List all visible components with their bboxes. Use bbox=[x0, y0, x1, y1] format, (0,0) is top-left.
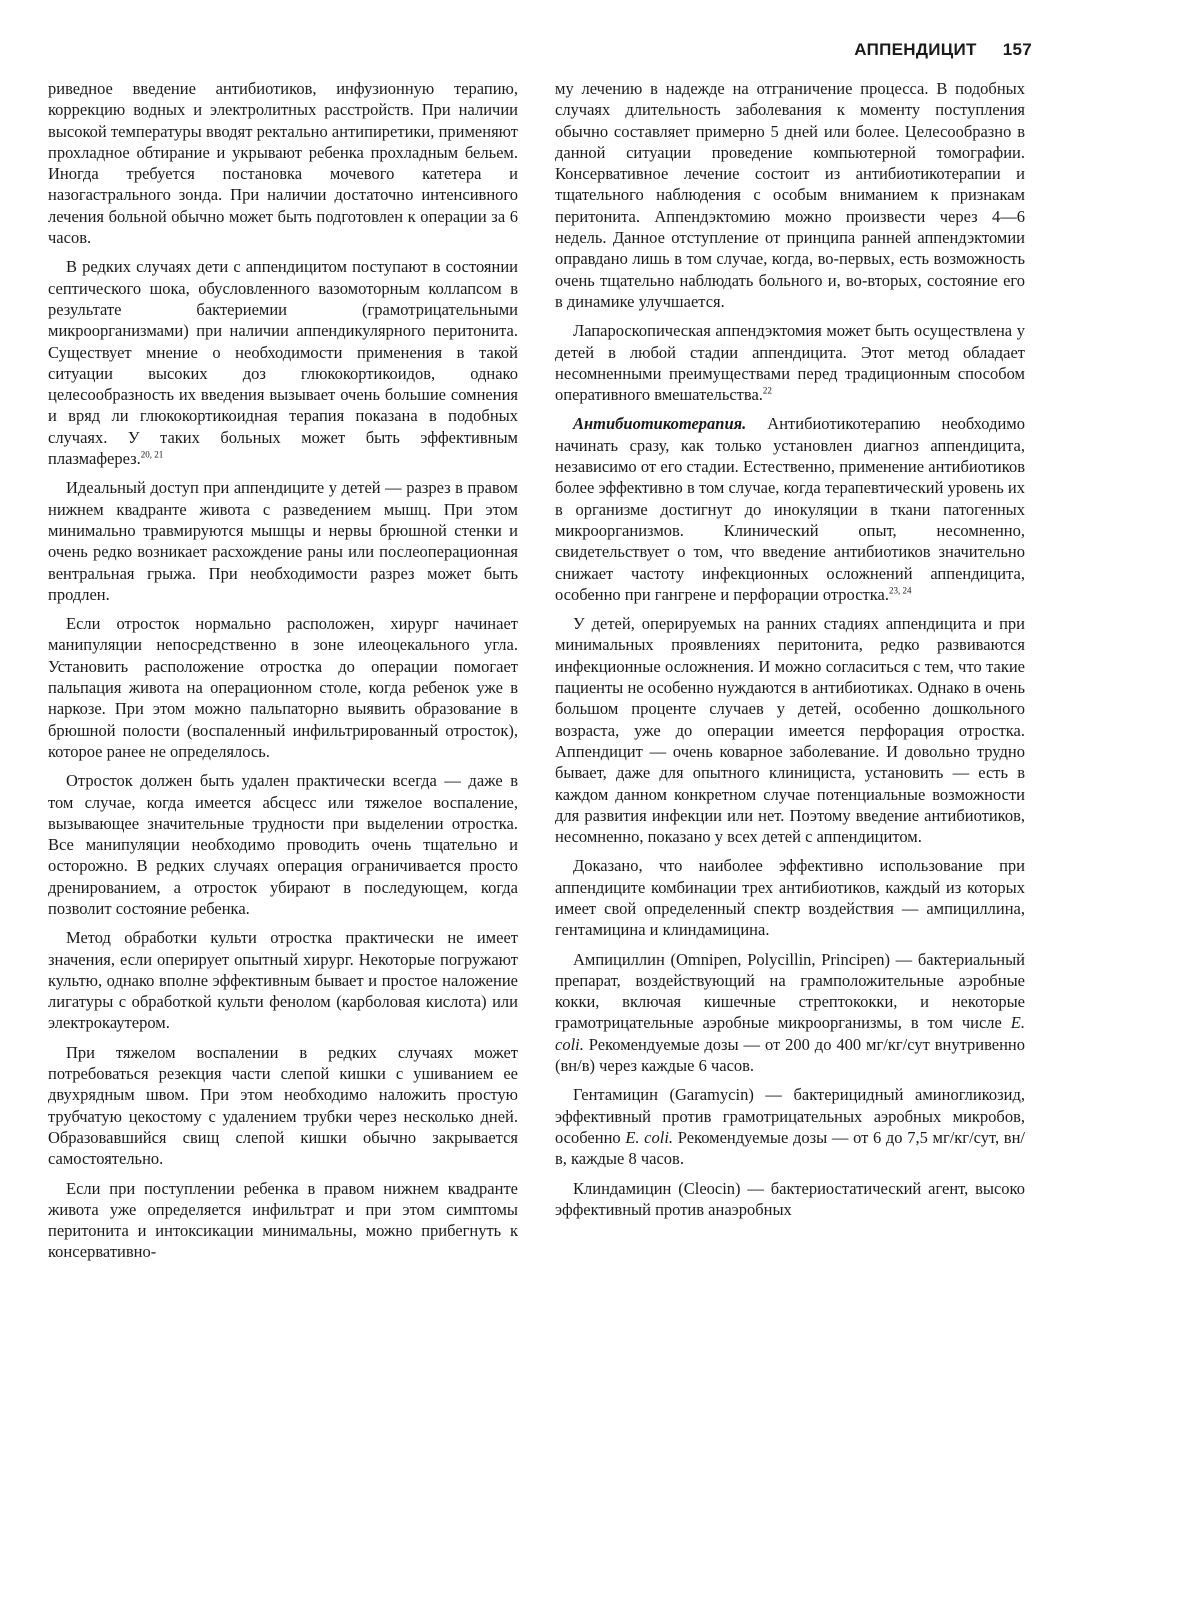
italic-term: E. coli. bbox=[625, 1127, 674, 1147]
paragraph-text: Антибиотикотерапию необходимо начинать сразу, как только установлен диагноз аппендицита, независимо от его стадии. Естественно, применение антибиотиков более эффективно в том случае, когда терапевтический уровень их в организме достигнут до инокуляции в ткани патогенных микроорганизмов. Клинический опыт, несомненно, свидетельствует о том, что введение антибиотиков значительно снижает частоту инфекционных осложнений аппендицита, особенно при гангрене и перфорации отростка. bbox=[555, 414, 1025, 604]
paragraph: Идеальный доступ при аппендиците у детей — разрез в правом нижнем квадранте живота с разведением мышц. При этом минимально травмируются мышцы и нервы брюшной стенки и очень редко возникает расхождение раны или послеоперационная вентральная грыжа. При необходимости разрез может быть продлен. bbox=[48, 478, 518, 604]
paragraph bbox=[555, 1084, 1025, 1169]
paragraph: Доказано, что наиболее эффективно использование при аппендиците комбинации трех антибиотиков, каждый из которых имеет свой определенный спектр воздействия — ампициллина, гентамицина и клиндамицина. bbox=[555, 856, 1025, 940]
paragraph-text: Гентамицин (Garamycin) — бактерицидный аминогликозид, эффективный против грамотрицательных аэробных микробов, особенно bbox=[555, 1085, 1025, 1147]
paragraph-text: В редких случаях дети с аппендицитом поступают в состоянии септического шока, обусловленного вазомоторным коллапсом в результате бактериемии (грамотрицательными микроорганизмами) при наличии аппендикулярного перитонита. Существует мнение о необходимости применения в такой ситуации высоких доз глюкокортикоидов, однако целесообразность их введения вызывает очень большие сомнения и вряд ли глюкокортикоидная терапия показана в подобных случаях. У таких больных может быть эффективным плазмаферез. bbox=[48, 257, 518, 469]
paragraph: Метод обработки культи отростка практически не имеет значения, если оперирует опытный хирург. Некоторые погружают культю, однако вполне эффективным бывает и простое наложение лигатуры с обработкой культи фенолом (карболовая кислота) или электрокаутером. bbox=[48, 928, 518, 1033]
paragraph bbox=[48, 256, 518, 469]
paragraph: Если при поступлении ребенка в правом нижнем квадранте живота уже определяется инфильтрат и при этом симптомы перитонита и интоксикации минимальны, можно прибегнуть к консервативно- bbox=[48, 1178, 518, 1262]
paragraph-text: Рекомендуемые дозы — от 200 до 400 мг/кг/сут внутривенно (вн/в) через каждые 6 часов. bbox=[555, 1034, 1025, 1076]
left-column bbox=[48, 78, 518, 1271]
paragraph: риведное введение антибиотиков, инфузионную терапию, коррекцию водных и электролитных расстройств. При наличии высокой температуры вводят ректально антипиретики, применяют прохладное обтирание и укрывают ребенка прохладным бельем. Иногда требуется постановка мочевого катетера и назогастрального зонда. При наличии достаточно интенсивного лечения больной обычно может быть подготовлен к операции за 6 часов. bbox=[48, 79, 518, 248]
paragraph: При тяжелом воспалении в редких случаях может потребоваться резекция части слепой кишки с ушиванием ее двухрядным швом. При этом необходимо наложить простую трубчатую цекостому с удалением трубки через несколько дней. Образовавшийся свищ слепой кишки обычно закрывается самостоятельно. bbox=[48, 1042, 518, 1169]
paragraph-text: Лапароскопическая аппендэктомия может быть осуществлена у детей в любой стадии аппендицита. Этот метод обладает несомненными преимуществами перед традиционным способом оперативного вмешательства. bbox=[555, 321, 1025, 405]
paragraph bbox=[555, 320, 1025, 405]
run-in-heading: Антибиотикотерапия. bbox=[573, 414, 747, 434]
reference-mark: 22 bbox=[762, 385, 772, 396]
paragraph: Отросток должен быть удален практически всегда — даже в том случае, когда имеется абсцесс или тяжелое воспаление, вызывающее значительные трудности при выделении отростка. Все манипуляции необходимо проводить очень тщательно и осторожно. В редких случаях операция ограничивается просто дренированием, а отросток убирают в последующем, когда позволит состояние ребенка. bbox=[48, 771, 518, 918]
italic-term: E. coli. bbox=[555, 1013, 1025, 1054]
paragraph: Если отросток нормально расположен, хирург начинает манипуляции непосредственно в зоне илеоцекального угла. Установить расположение отростка до операции помогает пальпация живота на операционном столе, когда ребенок уже в наркозе. При этом можно пальпаторно выявить образование в брюшной полости (воспаленный инфильтрированный отросток), которое ранее не определялось. bbox=[48, 614, 518, 761]
paragraph-text: Рекомендуемые дозы — от 6 до 7,5 мг/кг/сут, вн/в, каждые 8 часов. bbox=[555, 1127, 1025, 1169]
paragraph-text: Ампициллин (Omnipen, Polycillin, Principen) — бактериальный препарат, воздействующий на грамположительные аэробные кокки, включая кишечные стрептококки, и некоторые грамотрицательные аэробные микроорганизмы, в том числе bbox=[555, 949, 1025, 1033]
paragraph: му лечению в надежде на отграничение процесса. В подобных случаях длительность заболевания к моменту поступления обычно составляет примерно 5 дней или более. Целесообразно в данной ситуации проведение компьютерной томографии. Консервативное лечение состоит из антибиотикотерапии и тщательного наблюдения с особым вниманием к признакам перитонита. Аппендэктомию можно произвести через 4—6 недель. Данное отступление от принципа ранней аппендэктомии оправдано лишь в том случае, когда, во-первых, есть возможность очень тщательно наблюдать больного и, во-вторых, состояние его в динамике улучшается. bbox=[555, 79, 1025, 311]
paragraph bbox=[555, 413, 1025, 605]
reference-mark: 23, 24 bbox=[888, 585, 912, 596]
running-head bbox=[854, 40, 1032, 60]
right-column bbox=[555, 78, 1025, 1228]
page-number: 157 bbox=[1002, 40, 1032, 59]
paragraph: У детей, оперируемых на ранних стадиях аппендицита и при минимальных проявлениях перитонита, редко развиваются инфекционные осложнения. И можно согласиться с тем, что такие пациенты не особенно нуждаются в антибиотиках. Однако в очень большом проценте случаев у детей, особенно дошкольного возраста, уже до операции имеется перфорация отростка. Аппендицит — очень коварное заболевание. И довольно трудно бывает, даже для опытного клинициста, установить — есть в каждом данном конкретном случае потенциальные возможности для развития инфекции или нет. Поэтому введение антибиотиков, несомненно, показано у всех детей с аппендицитом. bbox=[555, 614, 1025, 847]
paragraph bbox=[555, 949, 1025, 1077]
section-title: АППЕНДИЦИТ bbox=[854, 40, 977, 59]
paragraph: Клиндамицин (Cleocin) — бактериостатический агент, высоко эффективный против анаэробных bbox=[555, 1178, 1025, 1219]
reference-mark: 20, 21 bbox=[140, 449, 164, 460]
